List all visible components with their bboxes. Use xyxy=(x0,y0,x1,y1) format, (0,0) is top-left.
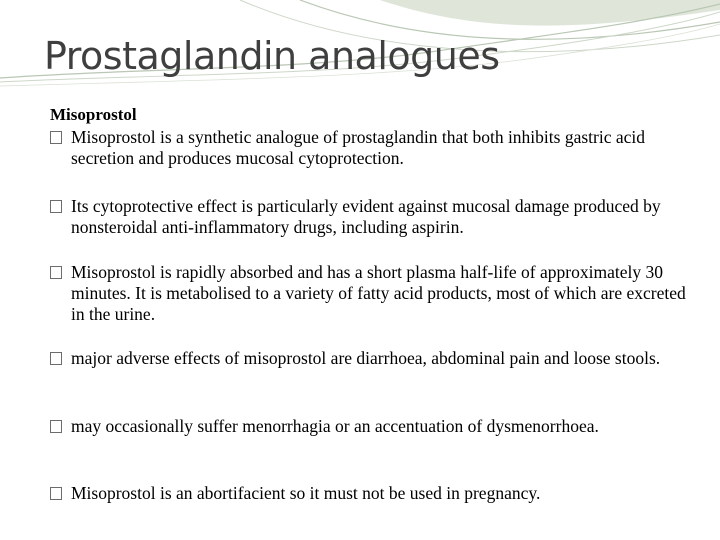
bullet-item xyxy=(50,416,700,437)
bullet-item xyxy=(50,262,700,325)
box-bullet-icon xyxy=(50,266,62,279)
bullet-text: Misoprostol is a synthetic analogue of prostaglandin that both inhibits gastric acid secretion and produces mucosal cytoprotection. xyxy=(71,127,645,168)
box-bullet-icon xyxy=(50,131,62,144)
bullet-item xyxy=(50,483,700,504)
bullet-item xyxy=(50,127,700,169)
box-bullet-icon xyxy=(50,487,62,500)
bullet-text: may occasionally suffer menorrhagia or an accentuation of dysmenorrhoea. xyxy=(71,416,599,436)
box-bullet-icon xyxy=(50,420,62,433)
section-heading: Misoprostol xyxy=(50,105,137,124)
bullet-item xyxy=(50,348,700,369)
box-bullet-icon xyxy=(50,352,62,365)
bullet-text: Misoprostol is an abortifacient so it must not be used in pregnancy. xyxy=(71,483,541,503)
bullet-item xyxy=(50,196,700,238)
box-bullet-icon xyxy=(50,200,62,213)
bullet-text: Misoprostol is rapidly absorbed and has a short plasma half-life of approximately 30 minutes. It is metabolised to a variety of fatty acid products, most of which are excreted in the urine. xyxy=(71,262,686,324)
bullet-text: major adverse effects of misoprostol are diarrhoea, abdominal pain and loose stools. xyxy=(71,348,661,368)
slide-title: Prostaglandin analogues xyxy=(44,34,500,78)
bullet-text: Its cytoprotective effect is particularly evident against mucosal damage produced by nonsteroidal anti-inflammatory drugs, including aspirin. xyxy=(71,196,661,237)
